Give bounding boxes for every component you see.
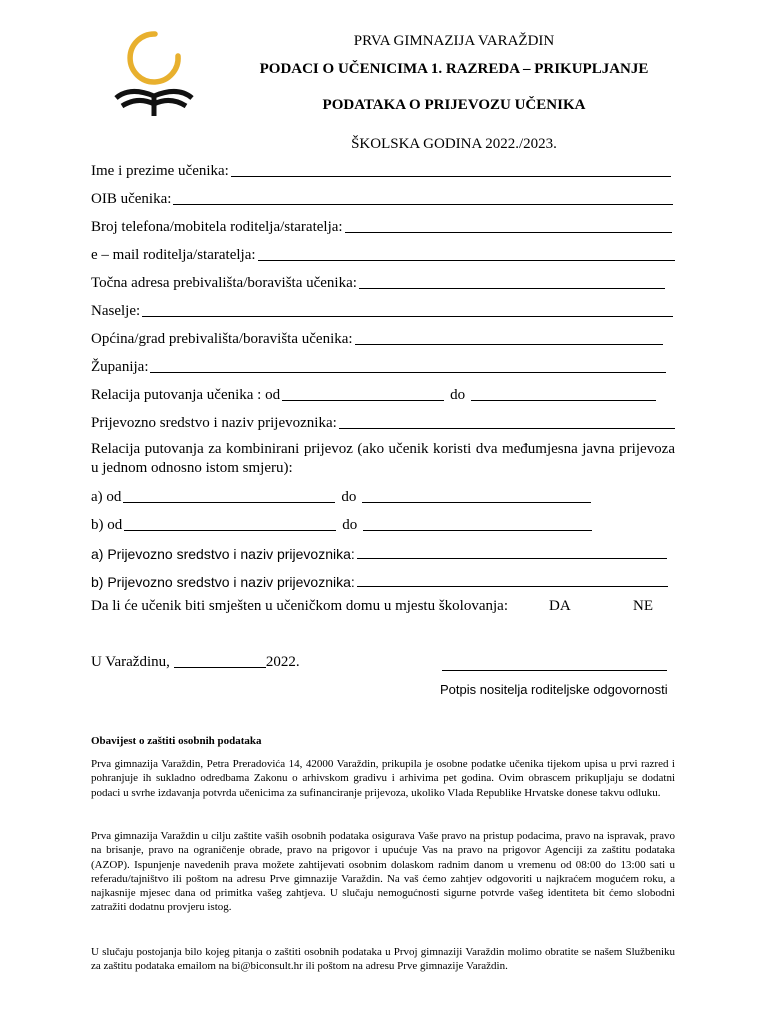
field-label: Općina/grad prebivališta/boravišta učenika:: [91, 331, 353, 347]
route-from-input-line[interactable]: [282, 400, 444, 401]
a-from-input-line[interactable]: [123, 502, 335, 503]
field-route: [91, 384, 656, 404]
school-name: PRVA GIMNAZIJA VARAŽDIN: [353, 33, 555, 49]
a-to-input-line[interactable]: [362, 502, 591, 503]
field-transport: [91, 412, 675, 432]
form-title-line2: PODATAKA O PRIJEVOZU UČENIKA: [322, 97, 586, 113]
privacy-notice-paragraph-2: Prva gimnazija Varaždin u cilju zaštite vaših osobnih podataka osigurava Vaše pravo na pristup podacima, pravo na ispravak, pravo na brisanje, pravo na ograničenje obrade, pravo na prigovor i upućuje Vas na pravo na prigovor Agenciji za zaštitu podataka (AZOP). Ispunjenje navedenih prava možete zahtijevati osobnim dolaskom radnim danom u vremenu od 08:00 do 13:00 sati u referadu/tajništvo ili poštom na adresu Prve gimnazije Varaždin. Na vaš ćemo zahtjev odgovoriti u najkraćem mogućem roku, a najkasnije mjesec dana od primitka vašeg zahtjeva. U slučaju nemogućnosti sigurne potvrde vašeg identiteta bit ćemo slobodni zatražiti dodatnu provjeru istog.: [91, 830, 675, 914]
field-combined-b: [91, 514, 592, 534]
route-to-input-line[interactable]: [471, 400, 656, 401]
dorm-question: Da li će učenik biti smješten u učeničkom domu u mjestu školovanja:: [91, 598, 508, 614]
transport-input-line[interactable]: [339, 428, 675, 429]
field-label: Prijevozno sredstvo i naziv prijevoznika:: [91, 415, 337, 431]
combined-transport-intro: Relacija putovanja za kombinirani prijevoz (ako učenik koristi dva međumjesna javna prijevoza u jednom odnosno istom smjeru):: [91, 441, 675, 476]
field-b-transport: [91, 570, 668, 590]
municipality-input-line[interactable]: [355, 344, 663, 345]
signature-caption: Potpis nositelja roditeljske odgovornosti: [440, 682, 668, 697]
field-county: [91, 356, 666, 376]
dorm-yes-option[interactable]: DA: [549, 598, 571, 614]
field-label: Relacija putovanja učenika : od: [91, 387, 281, 403]
field-label: Broj telefona/mobitela roditelja/staratelja:: [91, 219, 343, 235]
place-label: U Varaždinu,: [91, 654, 170, 670]
b-transport-input-line[interactable]: [357, 586, 668, 587]
field-combined-a: [91, 486, 591, 506]
privacy-notice-paragraph-1: Prva gimnazija Varaždin, Petra Preradovića 14, 42000 Varaždin, prikupila je osobne podatke učenika tijekom upisa u prvi razred i pohranjuje ih sukladno odredbama Zakonu o arhivskom gradivu i arhivima pet godina. Ovim obrascem prikupljaju se dodatni podaci u svrhe izdavanja potvrda učenicima za sufinanciranje prijevoza, ukoliko Vlada Republike Hrvatske donese takvu odluku.: [91, 758, 675, 799]
field-a-transport: [91, 542, 667, 562]
field-label: a) od: [91, 489, 122, 505]
field-label: e – mail roditelja/staratelja:: [91, 247, 256, 263]
signature-input-line[interactable]: [442, 670, 667, 671]
field-label: b) od: [91, 517, 123, 533]
phone-input-line[interactable]: [345, 232, 672, 233]
school-year: ŠKOLSKA GODINA 2022./2023.: [351, 136, 557, 152]
school-logo-icon: [108, 26, 200, 118]
field-label: a) Prijevozno sredstvo i naziv prijevoznika:: [91, 546, 355, 562]
b-from-input-line[interactable]: [124, 530, 336, 531]
student-name-input-line[interactable]: [231, 176, 671, 177]
field-settlement: [91, 300, 673, 320]
field-municipality: [91, 328, 663, 348]
settlement-input-line[interactable]: [142, 316, 673, 317]
route-to-label: do: [450, 387, 466, 403]
a-transport-input-line[interactable]: [357, 558, 667, 559]
email-input-line[interactable]: [258, 260, 675, 261]
field-oib: [91, 188, 673, 208]
dorm-no-option[interactable]: NE: [633, 598, 653, 614]
county-input-line[interactable]: [150, 372, 666, 373]
dorm-question-row: [91, 598, 675, 618]
field-label: Točna adresa prebivališta/boravišta učenika:: [91, 275, 357, 291]
privacy-notice-title: Obavijest o zaštiti osobnih podataka: [91, 735, 262, 747]
field-label: OIB učenika:: [91, 191, 172, 207]
date-input-line[interactable]: [174, 667, 266, 668]
field-label: Županija:: [91, 359, 149, 375]
field-label: b) Prijevozno sredstvo i naziv prijevoznika:: [91, 574, 355, 590]
b-to-label: do: [342, 517, 358, 533]
field-address: [91, 272, 665, 292]
a-to-label: do: [341, 489, 357, 505]
place-date: [91, 654, 300, 671]
year-label: 2022.: [265, 654, 300, 670]
privacy-notice-paragraph-3: U slučaju postojanja bilo kojeg pitanja o zaštiti osobnih podataka u Prvoj gimnaziji Varaždin molimo obratite se našem Službeniku za zaštitu podataka emailom na bi@biconsult.hr ili poštom na adresu Prve gimnazije Varaždin.: [91, 946, 675, 973]
field-student-name: [91, 160, 671, 180]
field-email: [91, 244, 675, 264]
oib-input-line[interactable]: [173, 204, 673, 205]
field-label: Ime i prezime učenika:: [91, 163, 229, 179]
field-phone: [91, 216, 672, 236]
form-title-line1: PODACI O UČENICIMA 1. RAZREDA – PRIKUPLJANJE: [259, 61, 649, 77]
address-input-line[interactable]: [359, 288, 665, 289]
field-label: Naselje:: [91, 303, 141, 319]
b-to-input-line[interactable]: [363, 530, 592, 531]
